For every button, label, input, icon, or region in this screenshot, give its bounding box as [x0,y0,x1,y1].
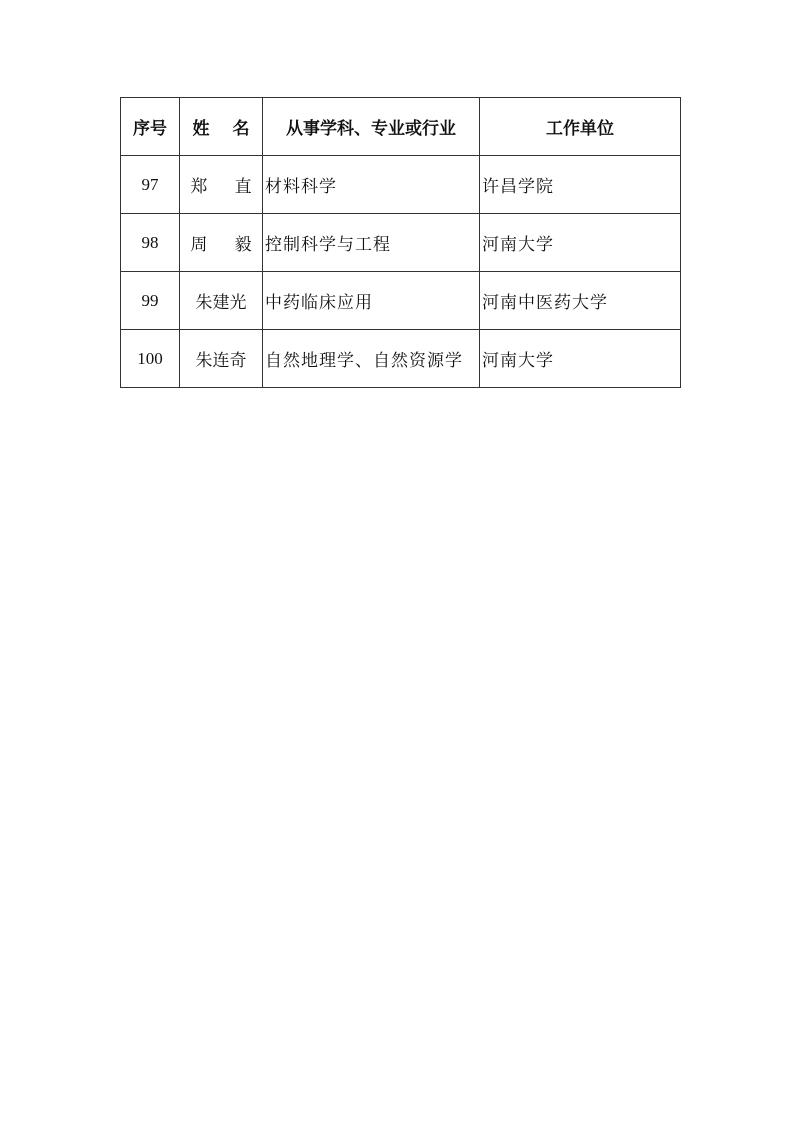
row-field: 中药临床应用 [263,272,480,330]
table-row [121,330,681,388]
row-name-text: 朱连奇 [195,351,247,371]
row-seq: 98 [121,214,180,272]
row-unit: 河南大学 [480,330,681,388]
header-field: 从事学科、专业或行业 [263,98,480,156]
header-name-text: 姓 名 [192,119,258,139]
row-name [180,272,263,330]
row-field: 控制科学与工程 [263,214,480,272]
table-header-row [121,98,681,156]
header-seq: 序号 [121,98,180,156]
roster-table [120,97,681,388]
row-unit: 许昌学院 [480,156,681,214]
row-name [180,330,263,388]
header-unit: 工作单位 [480,98,681,156]
row-name [180,156,279,214]
row-seq: 97 [121,156,180,214]
table-row [121,272,681,330]
row-unit: 河南大学 [480,214,681,272]
header-name [180,98,263,156]
row-name-text: 郑直 [190,177,279,197]
row-name-text: 周毅 [190,235,279,255]
row-field: 自然地理学、自然资源学 [263,330,480,388]
table-row [121,214,681,272]
row-unit: 河南中医药大学 [480,272,681,330]
row-name [180,214,279,272]
table-row [121,156,681,214]
row-name-text: 朱建光 [195,293,247,313]
row-field: 材料科学 [263,156,480,214]
row-seq: 100 [121,330,180,388]
row-seq: 99 [121,272,180,330]
